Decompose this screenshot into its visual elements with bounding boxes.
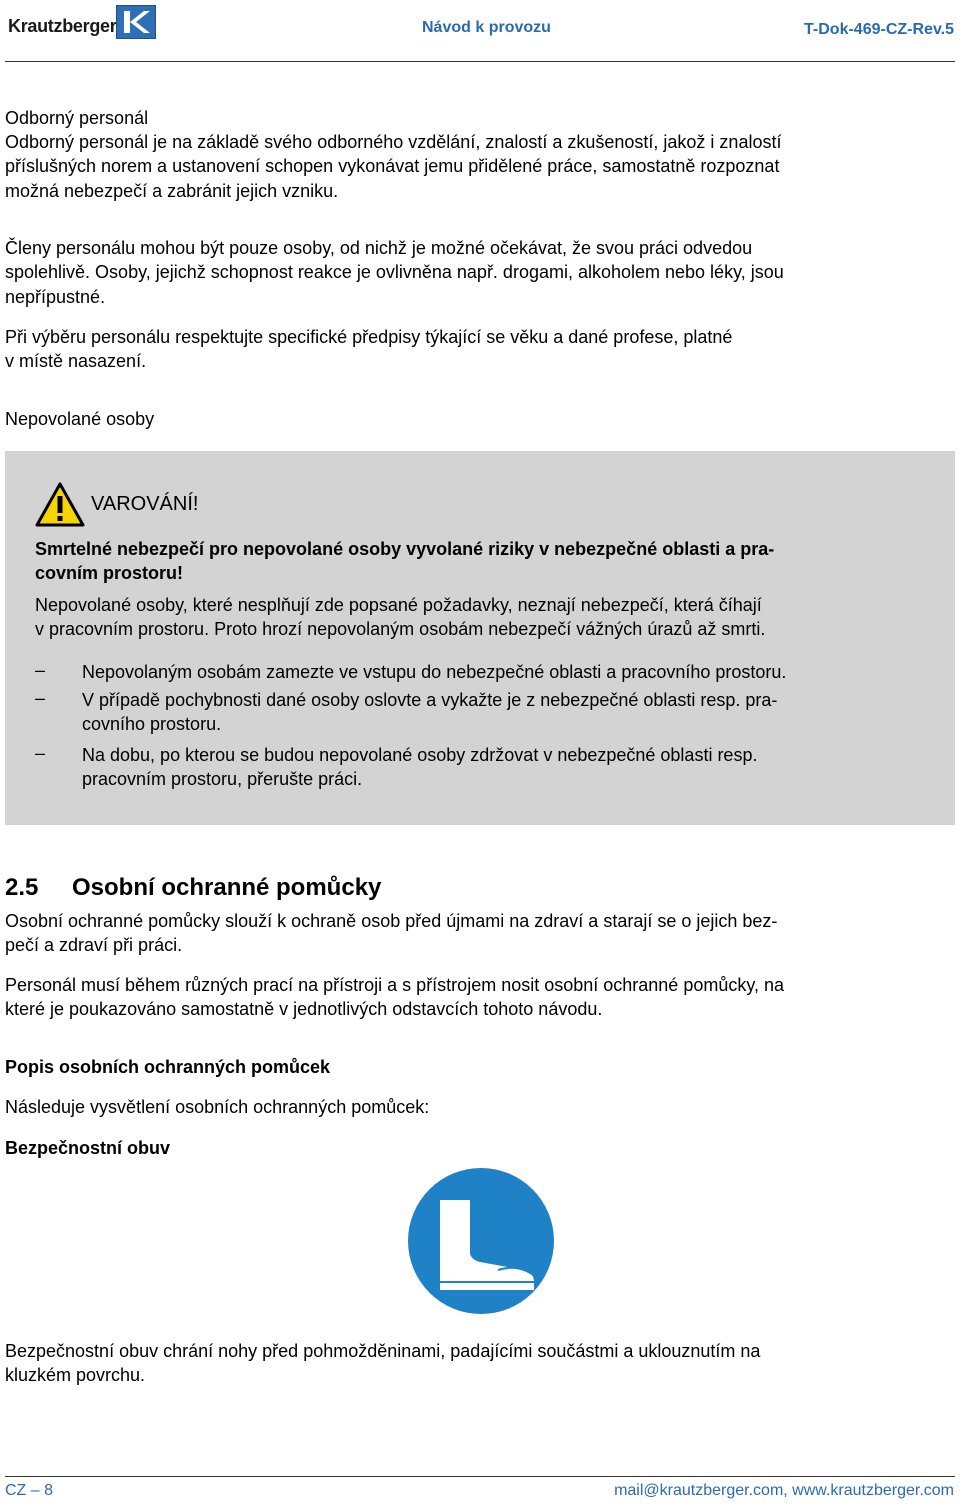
paragraph-ppe-2: Personál musí během různých prací na přístroji a s přístrojem nosit osobní ochranné pomůcky, na které je poukazováno samostatně v jednotlivých odstavcích tohoto návodu. xyxy=(5,975,785,1020)
list-item: V případě pochybnosti dané osoby oslovte a vykažte je z nebezpečné oblasti resp. pra- covního prostoru. xyxy=(82,690,778,735)
contact-info: mail@krautzberger.com, www.krautzberger.com xyxy=(614,1482,954,1499)
paragraph-odborny-3: Při výběru personálu respektujte specifické předpisy týkající se věku a dané profese, platné v místě nasazení. xyxy=(5,327,733,372)
logo-mark xyxy=(116,5,156,39)
document-type: Návod k provozu xyxy=(422,19,551,36)
paragraph-odborny-2: Členy personálu mohou být pouze osoby, od nichž je možné očekávat, že svou práci odvedou spolehlivě. Osoby, jejichž schopnost reakce je ovlivněna např. drogami, alkoholem nebo léky, jsou nepřípustné. xyxy=(5,238,784,307)
paragraph-ppe-1: Osobní ochranné pomůcky slouží k ochraně osob před újmami na zdraví a starají se o jejich bez- pečí a zdraví při práci. xyxy=(5,911,778,956)
warning-title: Smrtelné nebezpečí pro nepovolané osoby vyvolané riziky v nebezpečné oblasti a pra- covním prostoru! xyxy=(35,539,775,584)
heading-popis: Popis osobních ochranných pomůcek xyxy=(5,1057,331,1077)
list-dash: – xyxy=(35,743,46,763)
document-id: T-Dok-469-CZ-Rev.5 xyxy=(804,21,954,38)
page-number: CZ – 8 xyxy=(5,1482,54,1499)
heading-odborny: Odborný personál xyxy=(5,108,149,128)
warning-description: Nepovolané osoby, které nesplňují zde popsané požadavky, neznají nebezpečí, která číhají v pracovním prostoru. Proto hrozí nepovolaným osobám nebezpečí vážných úrazů až smrti. xyxy=(35,595,766,640)
heading-nepovolane: Nepovolané osoby xyxy=(5,409,155,429)
paragraph-obuv: Bezpečnostní obuv chrání nohy před pohmožděninami, padajícími součástmi a uklouznutím na kluzkém povrchu. xyxy=(5,1341,761,1386)
warning-triangle-icon xyxy=(35,482,85,532)
list-dash: – xyxy=(35,688,46,708)
footer-divider xyxy=(5,1476,955,1477)
paragraph-odborny-1: Odborný personál je na základě svého odborného vzdělání, znalostí a zkušeností, jakož i znalostí příslušných norem a ustanovení schopen vykonávat jemu přidělené práce, samostatně rozpoznat možná nebezpečí a zabránit jejich vzniku. xyxy=(5,132,782,201)
safety-boot-icon xyxy=(406,1166,556,1321)
popis-intro: Následuje vysvětlení osobních ochranných pomůcek: xyxy=(5,1097,430,1117)
header-divider xyxy=(5,61,955,62)
section-number: 2.5 xyxy=(5,874,39,901)
logo-text: Krautzberger xyxy=(8,16,117,36)
list-item: Na dobu, po kterou se budou nepovolané osoby zdržovat v nebezpečné oblasti resp. pracovním prostoru, přerušte práci. xyxy=(82,745,758,790)
heading-obuv: Bezpečnostní obuv xyxy=(5,1138,171,1158)
list-item: Nepovolaným osobám zamezte ve vstupu do nebezpečné oblasti a pracovního prostoru. xyxy=(82,662,787,682)
list-dash: – xyxy=(35,660,46,680)
section-title: Osobní ochranné pomůcky xyxy=(72,874,382,901)
warning-label: VAROVÁNÍ! xyxy=(91,493,199,515)
